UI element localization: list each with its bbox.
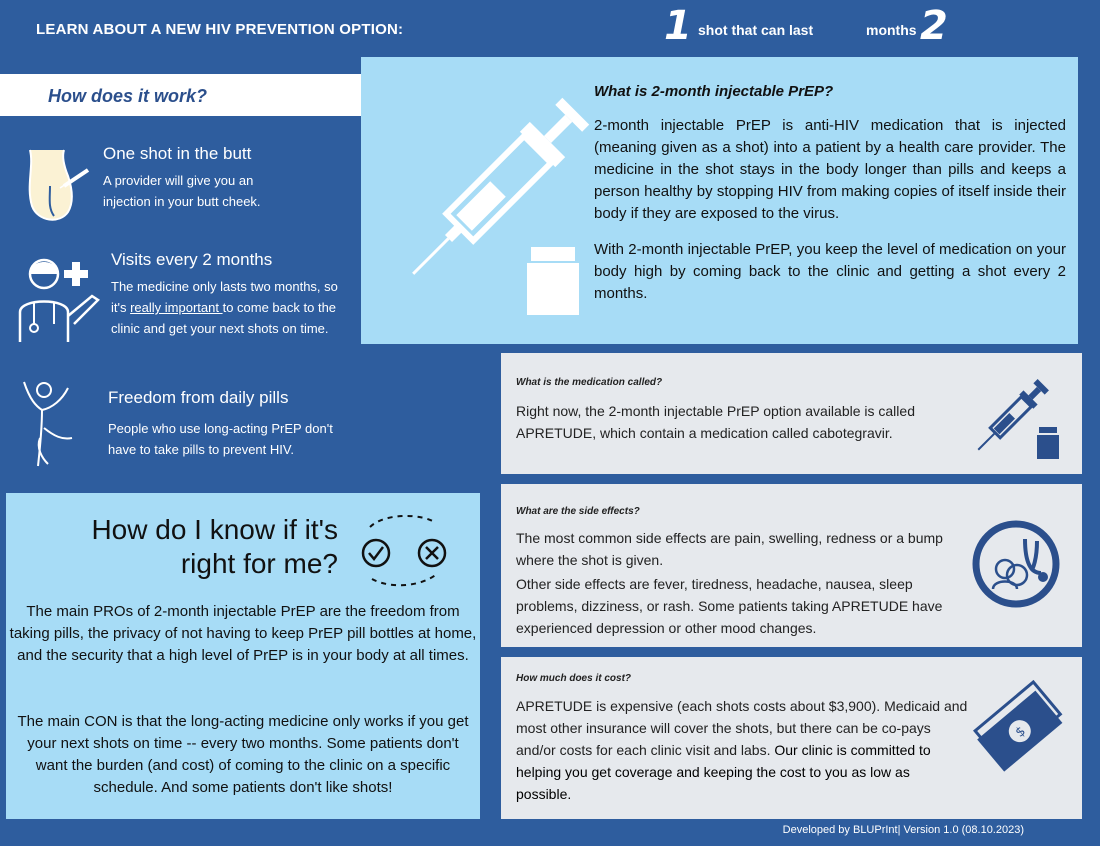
really-important-text: really important — [130, 300, 223, 315]
cost-body-part2: Our clinic is committed to helping you get coverage and keeping the cost to you as low as possible. — [516, 742, 931, 802]
shot-text: shot that can last — [698, 22, 814, 38]
what-is-prep-para1: 2-month injectable PrEP is anti-HIV medication that is injected (meaning given as a shot) into a patient by a health care provider. The medicine in the shot stays in the body longer than pills and keeps a person healthy by stopping HIV from making copies of itself inside their body if they are exposed to the virus. — [594, 117, 1066, 222]
item-heading-shot: One shot in the butt — [103, 144, 252, 163]
money-icon — [971, 679, 1066, 769]
right-for-me-title-line1: How do I know if it's — [91, 514, 338, 545]
side-effects-panel — [501, 484, 1082, 647]
right-for-me-panel — [6, 493, 480, 819]
pros-text: The main PROs of 2-month injectable PrEP are the freedom from taking pills, the privacy of not having to keep PrEP pill bottles at home, and the security that a high level of PrEP is in your body at all times. — [9, 603, 477, 664]
side-effects-body2: Other side effects are fever, tiredness, headache, nausea, sleep problems, dizziness, or rash. Some patients taking APRETUDE have experienced depression or other mood changes. — [516, 576, 943, 636]
stethoscope-icon — [971, 519, 1061, 609]
months-text: months — [866, 22, 917, 38]
what-is-prep-panel — [361, 57, 1078, 344]
number-two: 2 — [920, 3, 948, 49]
right-for-me-title-line2: right for me? — [180, 548, 338, 579]
item-text-visits — [111, 276, 351, 339]
right-for-me-title — [6, 513, 338, 581]
item-text-shot: A provider will give you an injection in your butt cheek. — [103, 173, 261, 209]
item-heading-freedom: Freedom from daily pills — [108, 388, 289, 407]
syringe-small-icon — [969, 369, 1061, 459]
number-one: 1 — [664, 3, 692, 49]
visits-text-pre: The medicine only lasts two months, so it's — [111, 279, 338, 315]
cost-body — [516, 695, 968, 805]
cost-title: How much does it cost? — [516, 673, 632, 684]
freedom-person-icon — [22, 378, 78, 468]
footer-credit: Developed by BLUPrInt| Version 1.0 (08.10.2023) — [782, 824, 1024, 836]
syringe-large-icon — [413, 69, 583, 309]
visits-text-post: to come back to the clinic and get your next shots on time. — [111, 300, 337, 336]
buttocks-injection-icon — [24, 146, 88, 224]
doctor-icon — [16, 252, 102, 344]
medication-panel — [501, 353, 1082, 474]
item-text-freedom: People who use long-acting PrEP don't have to take pills to prevent HIV. — [108, 421, 333, 457]
cons-text: The main CON is that the long-acting medicine only works if you get your next shots on time -- every two months. Some patients don't want the burden (and cost) of coming to the clinic on a specific schedule. And some patients don't like shots! — [17, 713, 469, 796]
how-it-works-title: How does it work? — [48, 86, 208, 106]
item-heading-visits: Visits every 2 months — [111, 250, 273, 269]
side-effects-title: What are the side effects? — [516, 506, 640, 517]
side-effects-body1: The most common side effects are pain, swelling, redness or a bump where the shot is given. — [516, 530, 943, 568]
header-title: LEARN ABOUT A NEW HIV PREVENTION OPTION: — [36, 21, 404, 38]
medication-body: Right now, the 2-month injectable PrEP option available is called APRETUDE, which contain a medication called cabotegravir. — [516, 403, 915, 441]
svg-text:$: $ — [1012, 723, 1029, 741]
cost-panel — [501, 657, 1082, 819]
what-is-prep-para2: With 2-month injectable PrEP, you keep the level of medication on your body high by coming back to the clinic and getting a shot every 2 months. — [594, 241, 1066, 302]
medication-title: What is the medication called? — [516, 377, 663, 388]
what-is-prep-title: What is 2-month injectable PrEP? — [594, 83, 834, 100]
cost-body-part1: APRETUDE is expensive (each shots costs about $3,900). Medicaid and most other insurance will cover the shots, but there can be co-pays and/or costs for each clinic visit and labs. — [516, 698, 968, 758]
check-x-icon — [350, 509, 460, 589]
